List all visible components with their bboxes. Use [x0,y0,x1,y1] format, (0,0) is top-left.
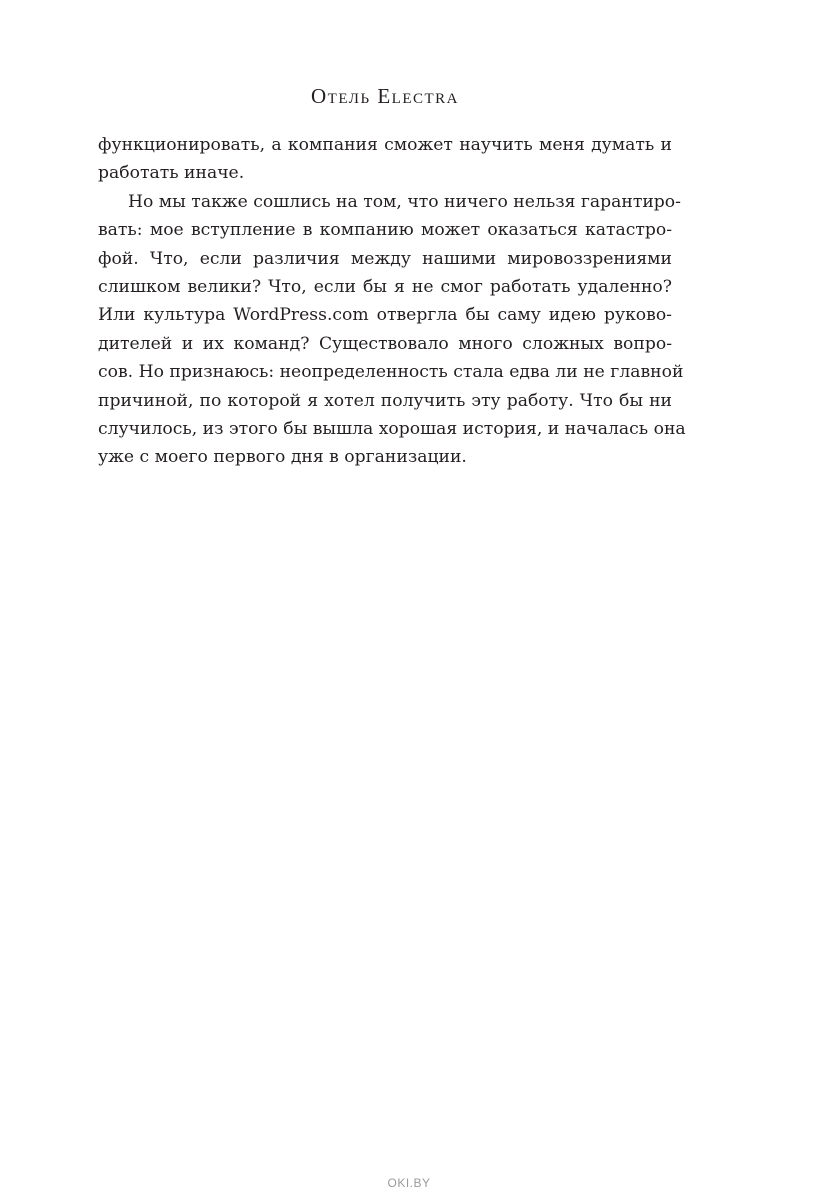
text-line: дителей и их команд? Существовало много сложных вопро- [98,333,672,354]
text-line: фой. Что, если различия между нашими мировоззрениями [98,248,672,269]
text-line: функционировать, а компания сможет научить меня думать и [98,135,672,155]
text-line: слишком велики? Что, если бы я не смог работать удаленно? [98,276,672,297]
text-line: работать иначе. [98,163,245,184]
text-line: вать: мое вступление в компанию может оказаться катастро- [98,220,672,241]
text-line: Или культура WordPress.com отвергла бы саму идею руково- [98,305,672,326]
running-head: Отель Electra [311,84,459,108]
paragraph-first-line: Но мы также сошлись на том, что ничего нельзя гарантиро- [128,191,681,212]
text-line: уже с моего первого дня в организации. [98,447,467,468]
body-text [98,131,686,472]
text-line: случилось, из этого бы вышла хорошая история, и началась она [98,418,686,439]
watermark: OKI.BY [387,1176,431,1190]
text-line: причиной, по которой я хотел получить эту работу. Что бы ни [98,390,672,411]
text-line: сов. Но признаюсь: неопределенность стала едва ли не главной [98,362,684,383]
